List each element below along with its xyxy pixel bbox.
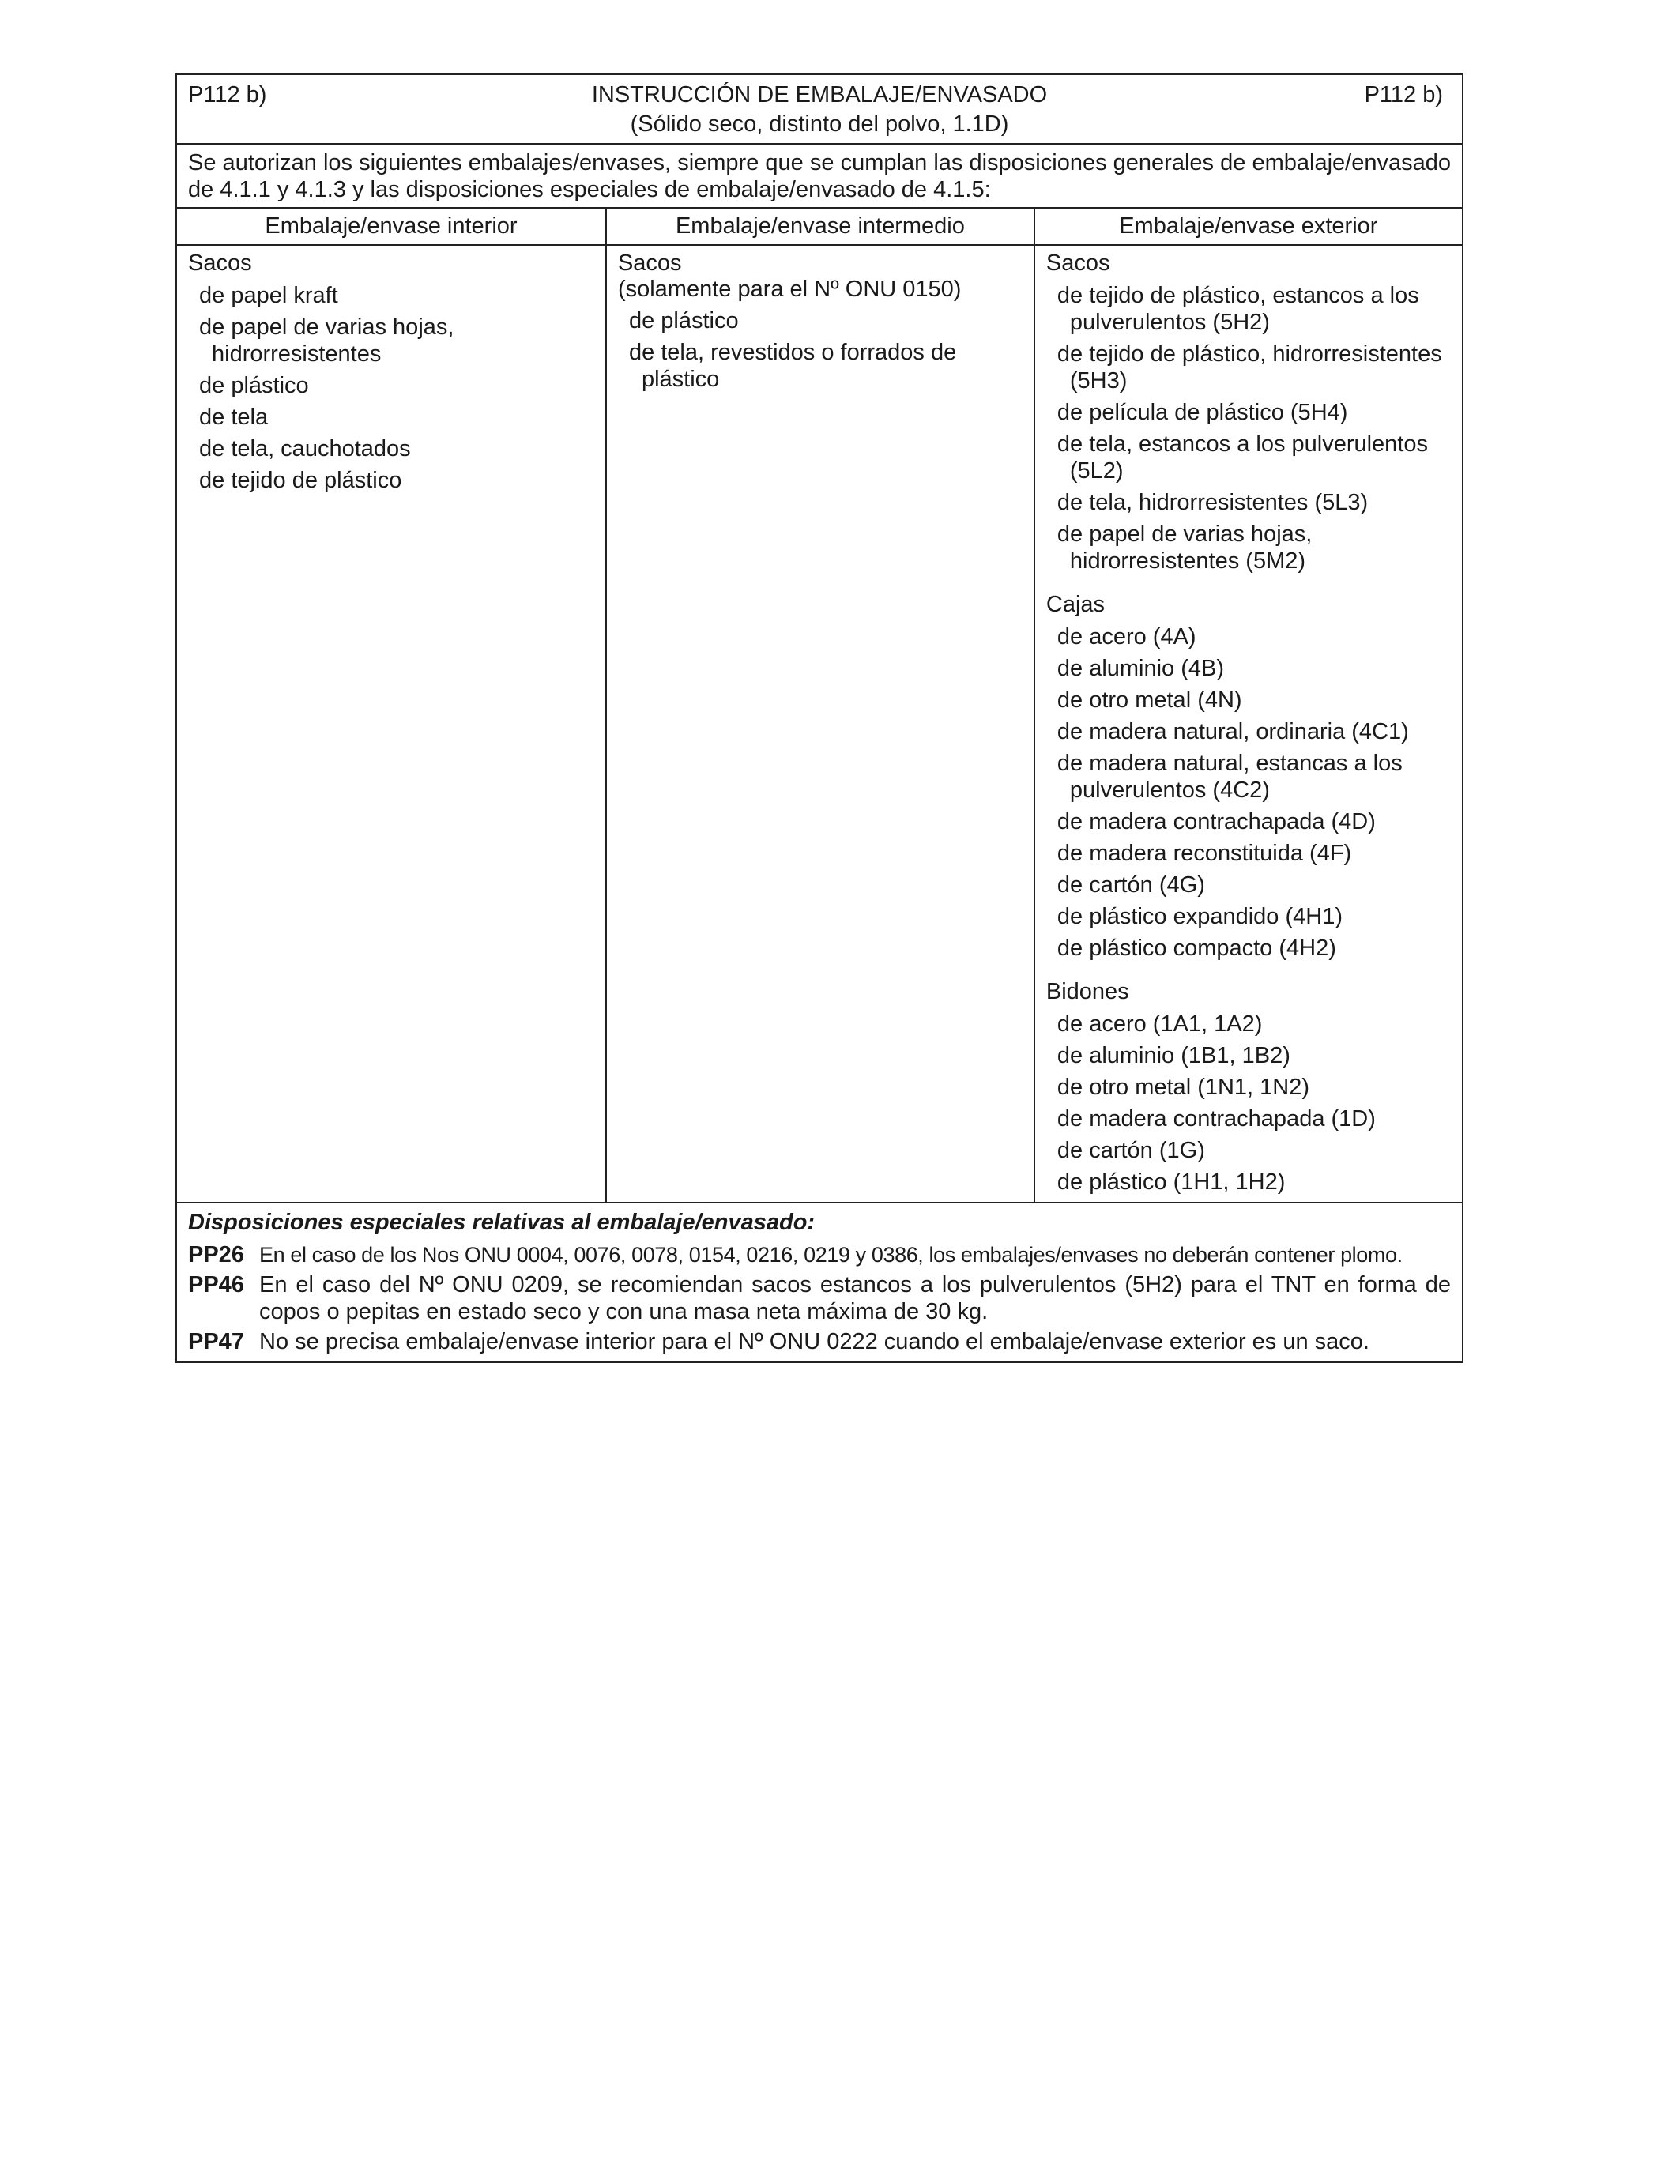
list-item: de aluminio (4B) [1057, 656, 1225, 681]
instruction-header [177, 75, 1462, 145]
group-title: Cajas [1045, 592, 1106, 617]
list-item: de película de plástico (5H4) [1057, 400, 1348, 425]
packaging-group [1046, 249, 1454, 574]
column-body [177, 246, 605, 500]
list-item: de tela, revestidos o forrados de plástico [628, 340, 957, 392]
list-item: de papel de varias hojas, hidrorresistentes (5M2) [1057, 522, 1313, 574]
provision-row [188, 1241, 1451, 1268]
packaging-group [188, 249, 597, 494]
instruction-subtitle: (Sólido seco, distinto del polvo, 1.1D) [630, 111, 1009, 137]
special-provisions [177, 1203, 1462, 1361]
list-item: de madera natural, ordinaria (4C1) [1057, 719, 1409, 744]
list-item: de tela, cauchotados [199, 436, 411, 461]
intro-paragraph: Se autorizan los siguientes embalajes/envases, siempre que se cumplan las disposiciones generales de embalaje/envasado de 4.1.1 y 4.1.3 y las disposiciones especiales de embalaje/envasado de 4.1.5: [177, 145, 1462, 209]
list-item: de madera contrachapada (1D) [1057, 1106, 1376, 1132]
packaging-columns [177, 209, 1462, 1203]
list-item: de otro metal (1N1, 1N2) [1057, 1075, 1310, 1100]
packaging-group [1046, 590, 1454, 962]
special-provisions-title: Disposiciones especiales relativas al embalaje/envasado: [188, 1210, 816, 1235]
column-heading: Embalaje/envase interior [177, 209, 605, 246]
group-note: (solamente para el Nº ONU 0150) [617, 277, 962, 302]
instruction-title: INSTRUCCIÓN DE EMBALAJE/ENVASADO [591, 82, 1048, 107]
list-item: de plástico [628, 308, 739, 333]
provision-text: En el caso de los Nos ONU 0004, 0076, 0078, 0154, 0216, 0219 y 0386, los embalajes/envases no deberán contener plomo. [259, 1243, 1403, 1267]
list-item: de tejido de plástico, hidrorresistentes (5H3) [1057, 341, 1442, 393]
packaging-group [1046, 977, 1454, 1196]
list-item: de acero (1A1, 1A2) [1057, 1011, 1263, 1037]
list-item: de acero (4A) [1057, 624, 1196, 650]
list-item: de cartón (1G) [1057, 1138, 1205, 1163]
list-item: de madera reconstituida (4F) [1057, 841, 1352, 866]
group-title: Sacos [188, 250, 252, 276]
packing-instruction-table [175, 73, 1463, 1363]
list-item: de plástico (1H1, 1H2) [1057, 1169, 1286, 1195]
list-item: de plástico expandido (4H1) [1057, 904, 1343, 929]
list-item: de aluminio (1B1, 1B2) [1057, 1043, 1290, 1068]
column-heading: Embalaje/envase intermedio [607, 209, 1034, 246]
instruction-code-left: P112 b) [188, 82, 267, 107]
list-item: de papel kraft [199, 283, 338, 308]
group-title: Bidones [1045, 979, 1129, 1004]
list-item: de otro metal (4N) [1057, 687, 1242, 713]
list-item: de papel de varias hojas, hidrorresistentes [199, 314, 454, 367]
provision-code: PP26 [188, 1242, 244, 1267]
list-item: de madera contrachapada (4D) [1057, 809, 1376, 834]
group-title: Sacos [617, 250, 682, 276]
packaging-column [177, 209, 605, 1202]
group-title: Sacos [1045, 250, 1110, 276]
packaging-column [605, 209, 1034, 1202]
list-item: de madera natural, estancas a los pulverulentos (4C2) [1057, 751, 1403, 803]
list-item: de plástico compacto (4H2) [1057, 936, 1336, 961]
provision-text: No se precisa embalaje/envase interior para el Nº ONU 0222 cuando el embalaje/envase exterior es un saco. [259, 1329, 1369, 1354]
provision-row [188, 1271, 1451, 1325]
list-item: de tela [199, 405, 269, 430]
column-heading: Embalaje/envase exterior [1035, 209, 1462, 246]
list-item: de tejido de plástico [199, 468, 402, 493]
list-item: de cartón (4G) [1057, 872, 1205, 898]
provision-text: En el caso del Nº ONU 0209, se recomiendan sacos estancos a los pulverulentos (5H2) para el TNT en forma de copos o pepitas en estado seco y con una masa neta máxima de 30 kg. [259, 1272, 1451, 1324]
list-item: de tejido de plástico, estancos a los pulverulentos (5H2) [1057, 283, 1419, 335]
special-provisions-list [188, 1241, 1451, 1355]
column-body [1035, 246, 1462, 1202]
column-body [607, 246, 1034, 399]
provision-code: PP47 [188, 1329, 244, 1354]
provision-row [188, 1328, 1451, 1355]
provision-code: PP46 [188, 1272, 244, 1297]
list-item: de plástico [199, 373, 309, 398]
packaging-column [1034, 209, 1462, 1202]
list-item: de tela, estancos a los pulverulentos (5L2) [1057, 431, 1429, 484]
list-item: de tela, hidrorresistentes (5L3) [1057, 490, 1369, 515]
instruction-code-right: P112 b) [1364, 82, 1443, 107]
packaging-group [618, 249, 1026, 393]
